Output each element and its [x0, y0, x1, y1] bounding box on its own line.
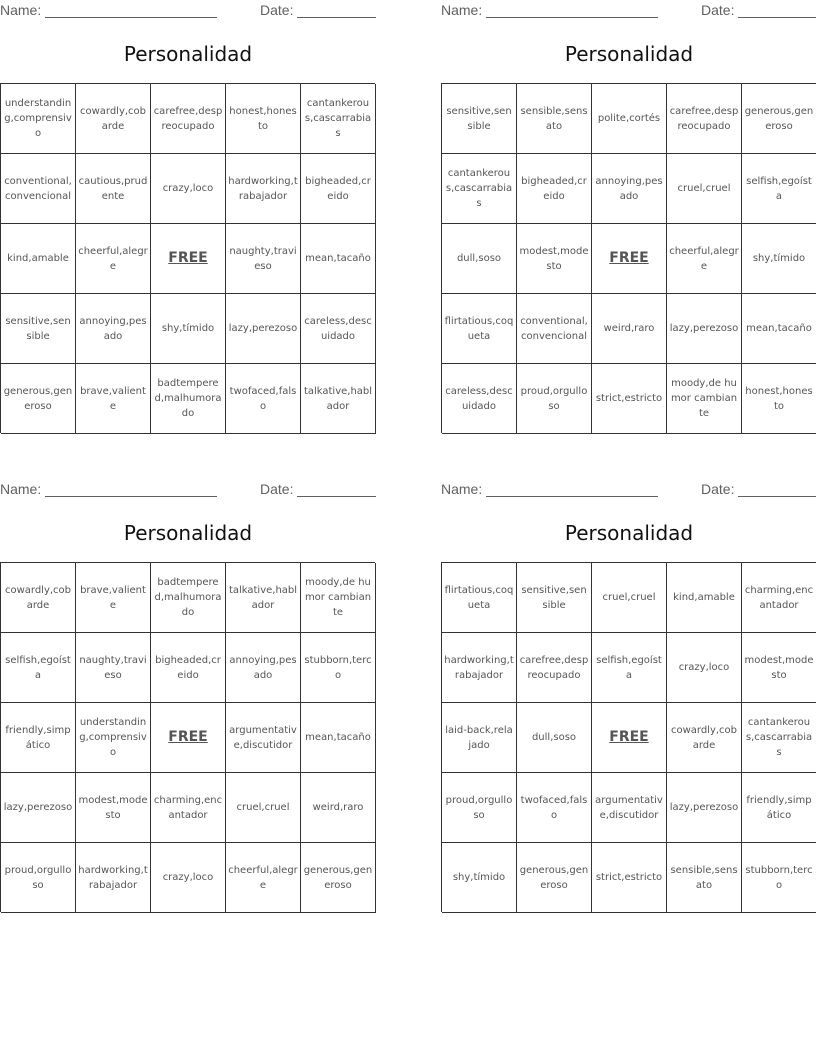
- bingo-cell: bigheaded,creido: [517, 154, 592, 224]
- bingo-cell: weird,raro: [592, 294, 667, 364]
- card-title: Personalidad: [564, 42, 694, 66]
- bingo-cell: laid-back,relajado: [442, 703, 517, 773]
- bingo-cell: careless,descuidado: [442, 364, 517, 434]
- free-space-cell: FREE: [592, 703, 667, 773]
- bingo-card: [0, 479, 376, 919]
- bingo-cell: strict,estricto: [592, 843, 667, 913]
- bingo-cell: careless,descuidado: [301, 294, 376, 364]
- bingo-cell: modest,modesto: [517, 224, 592, 294]
- bingo-cell: understanding,comprensivo: [76, 703, 151, 773]
- name-blank-line[interactable]: [45, 2, 217, 18]
- bingo-cell: cheerful,alegre: [667, 224, 742, 294]
- bingo-cell: bigheaded,creido: [301, 154, 376, 224]
- date-blank-line[interactable]: [738, 481, 816, 497]
- card-header: [0, 0, 376, 22]
- card-header: [441, 0, 816, 22]
- bingo-grid: [441, 562, 816, 912]
- bingo-cell: crazy,loco: [667, 633, 742, 703]
- bingo-cell: generous,generoso: [301, 843, 376, 913]
- bingo-cell: cruel,cruel: [226, 773, 301, 843]
- bingo-cell: kind,amable: [1, 224, 76, 294]
- card-title: Personalidad: [123, 521, 253, 545]
- bingo-cell: modest,modesto: [742, 633, 816, 703]
- bingo-cell: strict,estricto: [592, 364, 667, 434]
- card-header: [0, 479, 376, 501]
- bingo-cell: proud,orgulloso: [442, 773, 517, 843]
- bingo-card: [441, 0, 816, 440]
- bingo-cell: sensitive,sensible: [1, 294, 76, 364]
- bingo-cell: cheerful,alegre: [76, 224, 151, 294]
- bingo-cell: conventional,convencional: [517, 294, 592, 364]
- bingo-cell: mean,tacaño: [301, 703, 376, 773]
- bingo-cell: hardworking,trabajador: [226, 154, 301, 224]
- bingo-cell: modest,modesto: [76, 773, 151, 843]
- bingo-cell: weird,raro: [301, 773, 376, 843]
- bingo-cell: selfish,egoísta: [592, 633, 667, 703]
- bingo-cell: talkative,hablador: [301, 364, 376, 434]
- date-label: Date:: [260, 481, 294, 497]
- bingo-cell: conventional,convencional: [1, 154, 76, 224]
- bingo-cell: charming,encantador: [742, 563, 816, 633]
- date-blank-line[interactable]: [738, 2, 816, 18]
- bingo-cell: naughty,travieso: [76, 633, 151, 703]
- bingo-cell: mean,tacaño: [742, 294, 816, 364]
- card-title: Personalidad: [123, 42, 253, 66]
- bingo-cell: dull,soso: [442, 224, 517, 294]
- bingo-cell: friendly,simpático: [742, 773, 816, 843]
- bingo-cell: sensible,sensato: [517, 84, 592, 154]
- bingo-cell: argumentative,discutidor: [226, 703, 301, 773]
- bingo-cell: sensible,sensato: [667, 843, 742, 913]
- bingo-cell: kind,amable: [667, 563, 742, 633]
- bingo-cell: honest,honesto: [742, 364, 816, 434]
- date-label: Date:: [701, 2, 735, 18]
- bingo-cell: carefree,despreocupado: [517, 633, 592, 703]
- bingo-cell: sensitive,sensible: [442, 84, 517, 154]
- bingo-cell: cruel,cruel: [592, 563, 667, 633]
- bingo-cell: brave,valiente: [76, 563, 151, 633]
- bingo-cell: twofaced,falso: [517, 773, 592, 843]
- bingo-cell: honest,honesto: [226, 84, 301, 154]
- name-blank-line[interactable]: [486, 2, 658, 18]
- bingo-cell: argumentative,discutidor: [592, 773, 667, 843]
- bingo-cell: lazy,perezoso: [667, 773, 742, 843]
- bingo-cell: stubborn,terco: [742, 843, 816, 913]
- bingo-cell: cowardly,cobarde: [76, 84, 151, 154]
- bingo-grid: [0, 83, 375, 433]
- card-header: [441, 479, 816, 501]
- bingo-cell: sensitive,sensible: [517, 563, 592, 633]
- bingo-cell: dull,soso: [517, 703, 592, 773]
- bingo-cell: generous,generoso: [517, 843, 592, 913]
- bingo-cell: shy,tímido: [742, 224, 816, 294]
- bingo-cell: friendly,simpático: [1, 703, 76, 773]
- bingo-cell: selfish,egoísta: [742, 154, 816, 224]
- bingo-cell: moody,de humor cambiante: [667, 364, 742, 434]
- bingo-cell: brave,valiente: [76, 364, 151, 434]
- free-space-cell: FREE: [592, 224, 667, 294]
- bingo-cell: badtempered,malhumorado: [151, 364, 226, 434]
- bingo-cell: cantankerous,cascarrabias: [742, 703, 816, 773]
- bingo-cell: flirtatious,coqueta: [442, 563, 517, 633]
- bingo-card: [441, 479, 816, 919]
- bingo-cell: moody,de humor cambiante: [301, 563, 376, 633]
- bingo-cell: generous,generoso: [1, 364, 76, 434]
- date-blank-line[interactable]: [297, 481, 376, 497]
- bingo-grid: [441, 83, 816, 433]
- bingo-cell: charming,encantador: [151, 773, 226, 843]
- bingo-cell: bigheaded,creido: [151, 633, 226, 703]
- bingo-cell: selfish,egoísta: [1, 633, 76, 703]
- bingo-cell: crazy,loco: [151, 154, 226, 224]
- bingo-cell: talkative,hablador: [226, 563, 301, 633]
- card-title: Personalidad: [564, 521, 694, 545]
- bingo-cell: proud,orgulloso: [1, 843, 76, 913]
- bingo-cell: lazy,perezoso: [667, 294, 742, 364]
- bingo-cell: twofaced,falso: [226, 364, 301, 434]
- bingo-cell: cowardly,cobarde: [667, 703, 742, 773]
- bingo-cell: cowardly,cobarde: [1, 563, 76, 633]
- bingo-cell: shy,tímido: [442, 843, 517, 913]
- name-label: Name:: [0, 481, 42, 497]
- bingo-cell: shy,tímido: [151, 294, 226, 364]
- bingo-cell: cheerful,alegre: [226, 843, 301, 913]
- bingo-cell: lazy,perezoso: [1, 773, 76, 843]
- bingo-cell: hardworking,trabajador: [442, 633, 517, 703]
- bingo-cell: understanding,comprensivo: [1, 84, 76, 154]
- bingo-cell: cantankerous,cascarrabias: [301, 84, 376, 154]
- bingo-cell: flirtatious,coqueta: [442, 294, 517, 364]
- bingo-cell: naughty,travieso: [226, 224, 301, 294]
- bingo-cell: annoying,pesado: [592, 154, 667, 224]
- bingo-cell: proud,orgulloso: [517, 364, 592, 434]
- bingo-grid: [0, 562, 375, 912]
- bingo-cell: annoying,pesado: [226, 633, 301, 703]
- date-label: Date:: [701, 481, 735, 497]
- bingo-cell: carefree,despreocupado: [667, 84, 742, 154]
- name-blank-line[interactable]: [45, 481, 217, 497]
- name-blank-line[interactable]: [486, 481, 658, 497]
- bingo-cell: mean,tacaño: [301, 224, 376, 294]
- date-blank-line[interactable]: [297, 2, 376, 18]
- free-space-cell: FREE: [151, 703, 226, 773]
- bingo-cell: lazy,perezoso: [226, 294, 301, 364]
- bingo-cell: cantankerous,cascarrabias: [442, 154, 517, 224]
- bingo-cell: polite,cortés: [592, 84, 667, 154]
- bingo-cell: carefree,despreocupado: [151, 84, 226, 154]
- bingo-card: [0, 0, 376, 440]
- name-label: Name:: [441, 2, 483, 18]
- bingo-cell: cautious,prudente: [76, 154, 151, 224]
- date-label: Date:: [260, 2, 294, 18]
- bingo-cell: cruel,cruel: [667, 154, 742, 224]
- bingo-cell: crazy,loco: [151, 843, 226, 913]
- bingo-cell: generous,generoso: [742, 84, 816, 154]
- name-label: Name:: [0, 2, 42, 18]
- free-space-cell: FREE: [151, 224, 226, 294]
- bingo-cell: hardworking,trabajador: [76, 843, 151, 913]
- bingo-cell: badtempered,malhumorado: [151, 563, 226, 633]
- name-label: Name:: [441, 481, 483, 497]
- bingo-cell: stubborn,terco: [301, 633, 376, 703]
- bingo-cell: annoying,pesado: [76, 294, 151, 364]
